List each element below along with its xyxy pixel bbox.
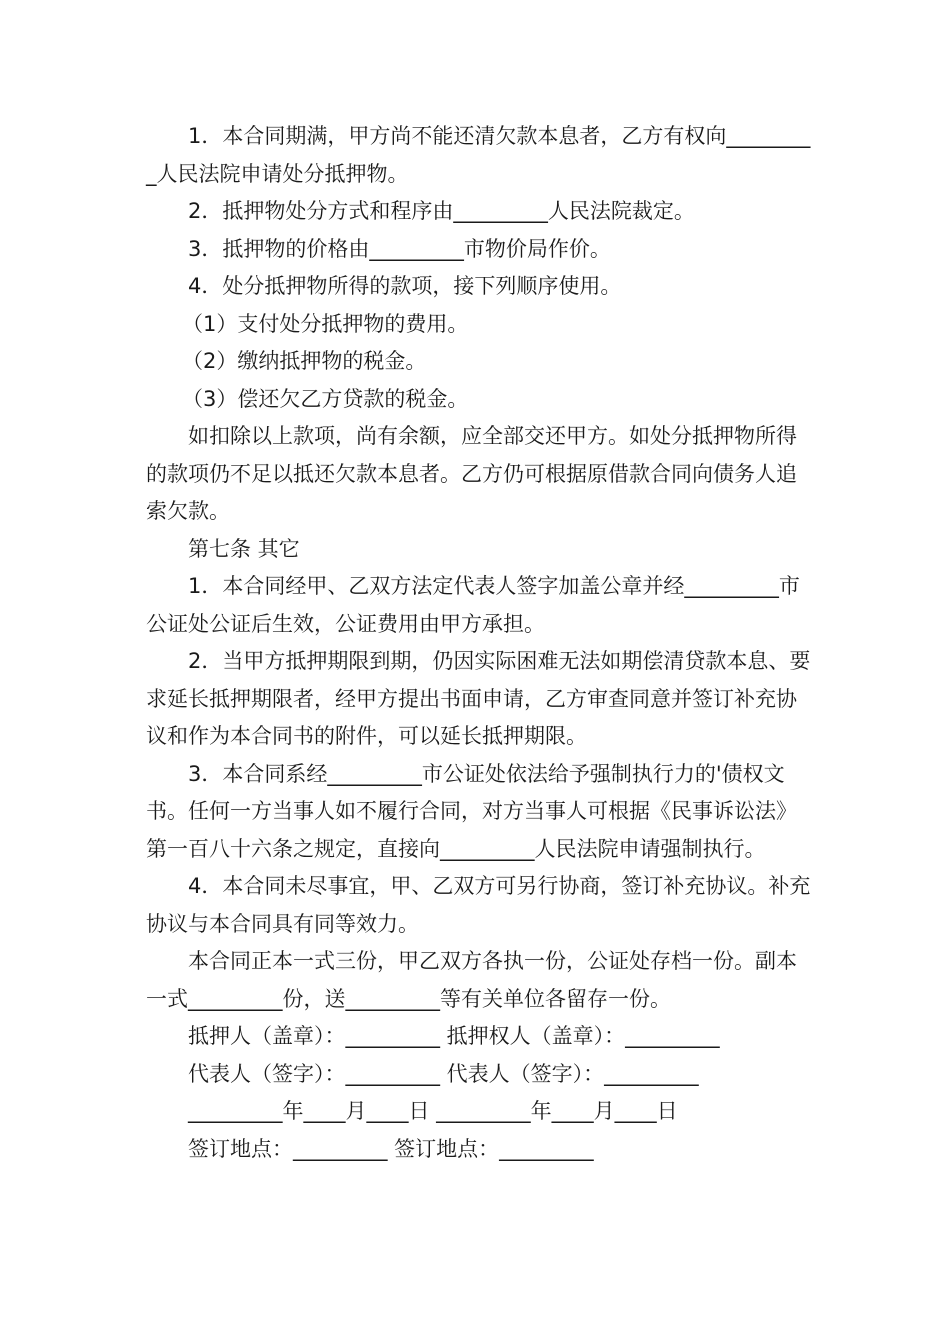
clause-paragraph: 4．处分抵押物所得的款项，接下列顺序使用。 — [188, 274, 622, 298]
clause-paragraph: 3．抵押物的价格由_________市物价局作价。 — [188, 236, 611, 261]
clause-paragraph: 1．本合同经甲、乙双方法定代表人签字加盖公章并经_________市公证处公证后生效，公证费用由甲方承担。 — [146, 574, 800, 636]
sub-item: （1）支付处分抵押物的费用。 — [182, 311, 469, 336]
sub-item: （2）缴纳抵押物的税金。 — [182, 349, 427, 373]
clause-paragraph: 2．当甲方抵押期限到期，仍因实际困难无法如期偿清贷款本息、要求延长抵押期限者，经甲方提出书面申请，乙方审查同意并签订补充协议和作为本合同书的附件，可以延长抵押期限。 — [146, 649, 811, 748]
section-heading: 第七条 其它 — [188, 536, 300, 561]
clause-paragraph: 3．本合同系经_________市公证处依法给予强制执行力的'债权文书。任何一方当事人如不履行合同，对方当事人可根据《民事诉讼法》第一百八十六条之规定，直接向_________人民法院申请强制执行。 — [146, 761, 797, 861]
location-line: 签订地点：_________ 签订地点：_________ — [188, 1136, 594, 1161]
signature-line: 抵押人（盖章）：_________ 抵押权人（盖章）：_________ — [188, 1024, 720, 1048]
sub-item: （3）偿还欠乙方贷款的税金。 — [182, 386, 469, 411]
clause-paragraph: 2．抵押物处分方式和程序由_________人民法院裁定。 — [188, 199, 695, 223]
clause-paragraph: 本合同正本一式三份，甲乙双方各执一份，公证处存档一份。副本一式_________份，送_________等有关单位各留存一份。 — [146, 949, 797, 1011]
document-body — [146, 118, 816, 1168]
signature-line: 代表人（签字）：_________ 代表人（签字）：_________ — [188, 1061, 699, 1086]
clause-paragraph: 1．本合同期满，甲方尚不能还清欠款本息者，乙方有权向_________人民法院申请处分抵押物。 — [146, 124, 811, 186]
clause-paragraph: 如扣除以上款项，尚有余额，应全部交还甲方。如处分抵押物所得的款项仍不足以抵还欠款本息者。乙方仍可根据原借款合同向债务人追索欠款。 — [146, 424, 797, 523]
clause-paragraph: 4．本合同未尽事宜，甲、乙双方可另行协商，签订补充协议。补充协议与本合同具有同等效力。 — [146, 874, 811, 936]
date-line: _________年____月____日 _________年____月____日 — [188, 1099, 678, 1123]
